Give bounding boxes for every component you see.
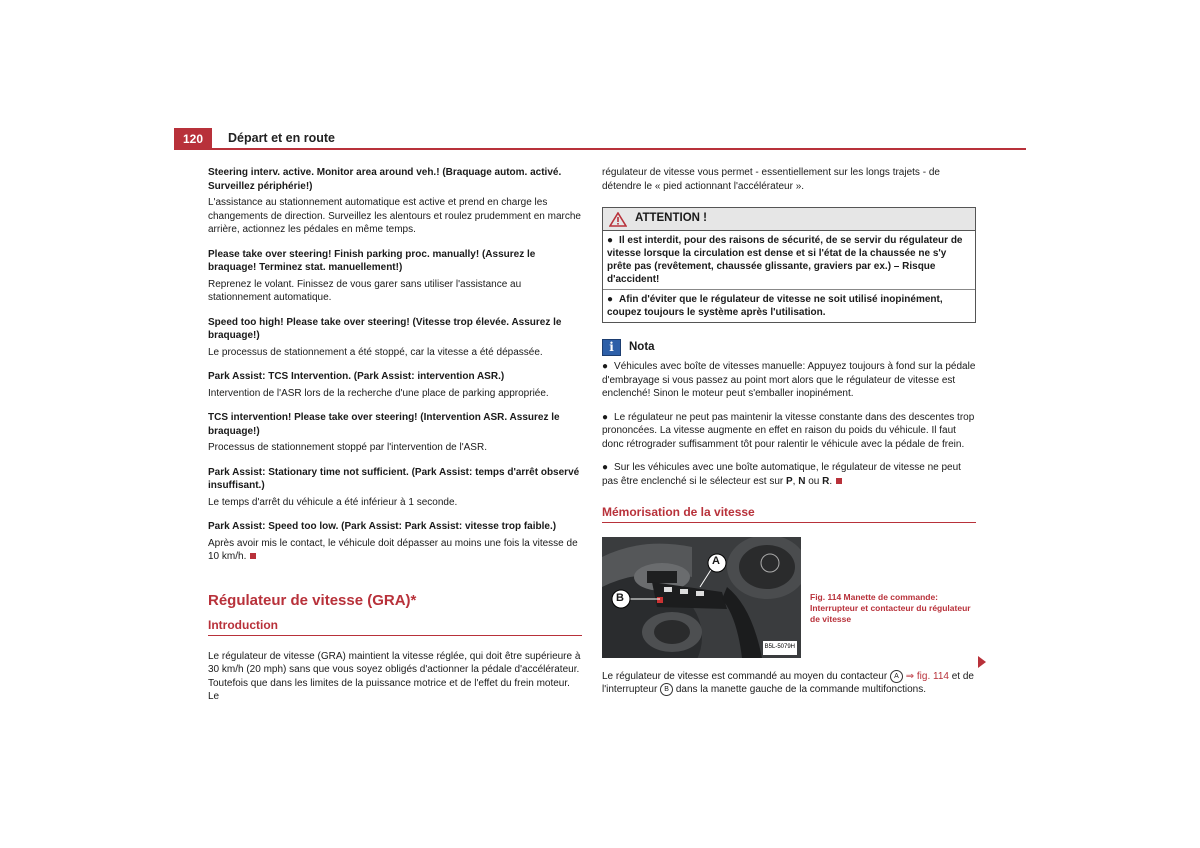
message-title: Park Assist: TCS Intervention. (Park Assist: intervention ASR.) xyxy=(208,371,505,382)
figure-caption: Fig. 114 Manette de commande: Interrupteur et contacteur du régulateur de vitesse xyxy=(810,592,971,624)
closing-text: et de l'interrupteur xyxy=(602,670,974,696)
message-list xyxy=(208,166,582,564)
message-title: Park Assist: Stationary time not sufficient. (Park Assist: temps d'arrêt observé insuffisant.) xyxy=(208,466,580,491)
selector-n: N xyxy=(798,475,806,487)
callout-a-ref: A xyxy=(890,670,903,683)
bullet-icon: ● xyxy=(607,294,614,305)
steering-lever-illustration xyxy=(602,537,801,658)
attention-text: Il est interdit, pour des raisons de sécurité, de se servir du régulateur de vitesse lorsque la circulation est dense et si l'état de la chaussée ne s'y prête pas (revêtement, chaussée glissante, graviers par ex.) – Risque d'accident! xyxy=(607,235,963,285)
nota-item xyxy=(602,461,976,488)
message-title: Please take over steering! Finish parking proc. manually! (Assurez le braquage! Terminez stat. manuellement!) xyxy=(208,248,536,273)
attention-item xyxy=(603,231,975,289)
message-body: Processus de stationnement stoppé par l'intervention de l'ASR. xyxy=(208,442,487,453)
bullet-icon: ● xyxy=(602,411,609,423)
message-body: L'assistance au stationnement automatique est active et prend en charge les changements de direction. Surveillez les alentours et roulez prudemment en marche arrière, actionnez les pédales en même temps. xyxy=(208,197,581,235)
left-column xyxy=(208,166,582,714)
message-title: Park Assist: Speed too low. (Park Assist: Park Assist: vitesse trop faible.) xyxy=(208,521,557,532)
intro-paragraph: Le régulateur de vitesse (GRA) maintient la vitesse réglée, qui doit être supérieure à 30 km/h (20 mph) sans que vous soyez obligés d'actionner la pédale d'accélérateur. Toutefois que dans les limites de la puissance motrice et de l'effet du frein moteur. Le xyxy=(208,650,581,702)
attention-item xyxy=(603,289,975,322)
intro-continued: régulateur de vitesse vous permet - essentiellement sur les longs trajets - de détendre le « pied actionnant l'accélérateur ». xyxy=(602,167,940,192)
message-body xyxy=(208,537,582,564)
bullet-icon: ● xyxy=(602,462,609,473)
closing-text: dans la manette gauche de la commande multifonctions. xyxy=(673,684,926,696)
separator: , xyxy=(792,475,799,487)
attention-box xyxy=(602,207,976,323)
bullet-icon: ● xyxy=(602,361,609,372)
right-column xyxy=(602,166,976,707)
next-page-arrow-icon[interactable] xyxy=(978,656,986,668)
message-title: Steering interv. active. Monitor area around veh.! (Braquage autom. activé. Surveillez périphérie!) xyxy=(208,167,562,192)
callout-b-label: B xyxy=(616,591,624,604)
figure-114 xyxy=(602,537,801,658)
nota-header xyxy=(602,339,976,356)
bullet-icon: ● xyxy=(607,235,614,246)
selector-r: R xyxy=(822,475,830,487)
closing-paragraph xyxy=(602,670,976,697)
nota-text: Véhicules avec boîte de vitesses manuelle: Appuyez toujours à fond sur la pédale d'embrayage si vous passez au point mort alors que le régulateur de vitesse est enclenché! Sinon le moteur peut s'emballer inopinément. xyxy=(602,361,976,399)
callout-b-ref: B xyxy=(660,683,673,696)
subsection-title-2: Mémorisation de la vitesse xyxy=(602,506,976,523)
message-title: TCS intervention! Please take over steering! (Intervention ASR. Assurez le braquage!) xyxy=(208,412,560,437)
nota-text: Sur les véhicules avec une boîte automatique, le régulateur de vitesse ne peut pas être enclenché si le sélecteur est sur xyxy=(602,462,961,487)
separator: . xyxy=(829,475,833,487)
subsection-title: Introduction xyxy=(208,619,582,636)
nota-item xyxy=(602,360,976,401)
message-title: Speed too high! Please take over steering! (Vitesse trop élevée. Assurez le braquage!) xyxy=(208,316,562,341)
nota-item xyxy=(602,411,976,452)
attention-text: Afin d'éviter que le régulateur de vitesse ne soit utilisé inopinément, coupez toujours le système après l'utilisation. xyxy=(607,294,943,318)
info-icon: i xyxy=(602,339,621,356)
attention-header xyxy=(603,208,975,231)
message-body: Le processus de stationnement a été stoppé, car la vitesse a été dépassée. xyxy=(208,346,543,358)
figure-code: B5L-5079H xyxy=(763,641,797,655)
message-body-text: Après avoir mis le contact, le véhicule doit dépasser au moins une fois la vitesse de 10 km/h. xyxy=(208,537,578,562)
section-title: Régulateur de vitesse (GRA)* xyxy=(208,591,417,609)
nota-title: Nota xyxy=(629,340,655,353)
callout-a-label: A xyxy=(712,554,720,567)
message-body: Le temps d'arrêt du véhicule a été inférieur à 1 seconde. xyxy=(208,496,458,508)
selector-p: P xyxy=(785,475,793,487)
closing-text: Le régulateur de vitesse est commandé au moyen du contacteur xyxy=(602,670,890,682)
separator: ou xyxy=(805,475,823,487)
figure-reference-link[interactable]: ⇒ fig. 114 xyxy=(905,670,949,682)
warning-triangle-icon xyxy=(609,212,627,227)
page-number: 120 xyxy=(174,128,212,150)
attention-title: ATTENTION ! xyxy=(635,212,707,225)
section-end-mark xyxy=(250,553,256,559)
message-body: Intervention de l'ASR lors de la recherche d'une place de parking appropriée. xyxy=(208,387,549,399)
section-end-mark xyxy=(836,478,842,484)
message-body: Reprenez le volant. Finissez de vous garer sans utiliser l'assistance au stationnement automatique. xyxy=(208,278,522,303)
nota-text: Le régulateur ne peut pas maintenir la vitesse constante dans des descentes trop prononcées. La vitesse augmente en effet en raison du poids du véhicule. Il faut donc rétrograder suffisamment tôt pour ralentir le véhicule avec la pédale de frein. xyxy=(602,411,975,450)
header-rule xyxy=(174,148,1026,150)
chapter-title: Départ et en route xyxy=(228,131,335,145)
